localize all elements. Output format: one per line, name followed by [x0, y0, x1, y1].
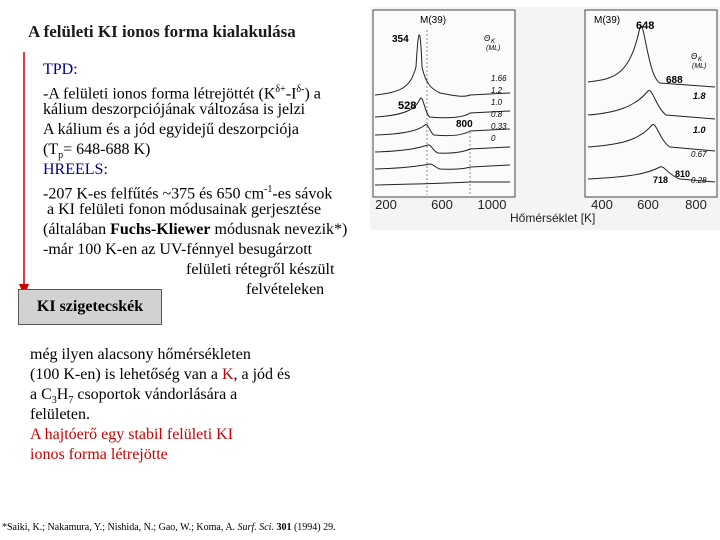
ki-islands-box: KI szigetecskék: [18, 289, 162, 325]
reference: *Saiki, K.; Nakamura, Y.; Nishida, N.; Gao, W.; Koma, A. Surf. Sci. 301 (1994) 29.: [2, 522, 336, 533]
svg-text:1000: 1000: [477, 197, 507, 212]
svg-text:1.8: 1.8: [693, 91, 706, 101]
hreels-heading: HREELS:: [43, 161, 108, 178]
svg-text:0.8: 0.8: [491, 110, 503, 119]
svg-text:1.2: 1.2: [491, 86, 503, 95]
svg-text:Θ: Θ: [691, 52, 698, 61]
svg-text:0.33: 0.33: [491, 122, 507, 131]
hreels-line-1: -207 K-es felfűtés ~375 és 650 $cm^{-1}-es$ sávok: [43, 184, 333, 203]
tpd-heading: TPD:: [43, 61, 78, 78]
tpd-line-4: ($T_p= 648-688$ K): [43, 141, 151, 162]
svg-text:0.67: 0.67: [691, 150, 707, 159]
tpd-line-2: kálium deszorpciójának változása is jelzi: [43, 101, 306, 118]
para-line-3: a $C_3H_7$ csoportok vándorlására a: [30, 386, 238, 407]
svg-text:1.66: 1.66: [491, 74, 507, 83]
svg-text:0: 0: [491, 134, 496, 143]
para-line-4: felületen.: [30, 406, 90, 423]
svg-text:600: 600: [431, 197, 453, 212]
tpd-figure: [370, 7, 720, 230]
hreels-line-2: a KI felületi fonon módusainak gerjesztése: [47, 201, 322, 218]
right-peak-688: 688: [666, 75, 683, 86]
svg-text:K: K: [698, 57, 703, 63]
hreels-line-5: felületi rétegről készült: [186, 261, 335, 278]
svg-text:400: 400: [591, 197, 613, 212]
svg-text:600: 600: [637, 197, 659, 212]
left-peak-354: 354: [392, 34, 409, 45]
svg-text:200: 200: [375, 197, 397, 212]
svg-text:1.0: 1.0: [693, 125, 706, 135]
svg-text:(ML): (ML): [486, 45, 501, 52]
hreels-line-6: felvételeken: [246, 281, 325, 298]
para-line-1: még ilyen alacsony hőmérsékleten: [30, 346, 251, 363]
svg-text:800: 800: [685, 197, 707, 212]
svg-text:0.28: 0.28: [691, 176, 707, 185]
left-peak-528: 528: [398, 100, 417, 112]
svg-text:(ML): (ML): [692, 63, 707, 70]
right-x-ticks: [591, 197, 707, 212]
red-arrow: [18, 52, 30, 297]
hreels-line-3: (általában Fuchs-Kliewer módusnak nevezik*): [43, 221, 348, 238]
tpd-line-1: -A felületi ionos forma létrejöttét $(K^{\delta+}-I^{\delta-})$ a: [43, 84, 321, 103]
svg-text:1.0: 1.0: [491, 98, 503, 107]
left-x-ticks: [375, 197, 506, 212]
para-line-6: ionos forma létrejötte: [30, 446, 168, 463]
para-line-5: A hajtóerő egy stabil felületi KI: [30, 426, 234, 443]
hreels-line-4: -már 100 K-en az UV-fénnyel besugárzott: [43, 241, 313, 258]
slide-title: A felületi KI ionos forma kialakulása: [28, 22, 296, 41]
tpd-line-3: A kálium és a jód egyidejű deszorpciója: [43, 121, 299, 138]
para-line-2: (100 K-en) is lehetőség van a K, a jód és: [30, 366, 291, 383]
left-mass-label: M(39): [420, 15, 447, 26]
svg-text:Θ: Θ: [484, 34, 491, 43]
x-axis-label: Hőmérséklet [K]: [510, 211, 596, 225]
svg-text:K: K: [491, 39, 496, 45]
right-peak-648: 648: [636, 20, 655, 32]
right-mass-label: M(39): [594, 15, 621, 26]
left-peak-800: 800: [456, 119, 473, 130]
right-peak-718: 718: [653, 175, 669, 185]
right-peak-810: 810: [675, 169, 691, 179]
